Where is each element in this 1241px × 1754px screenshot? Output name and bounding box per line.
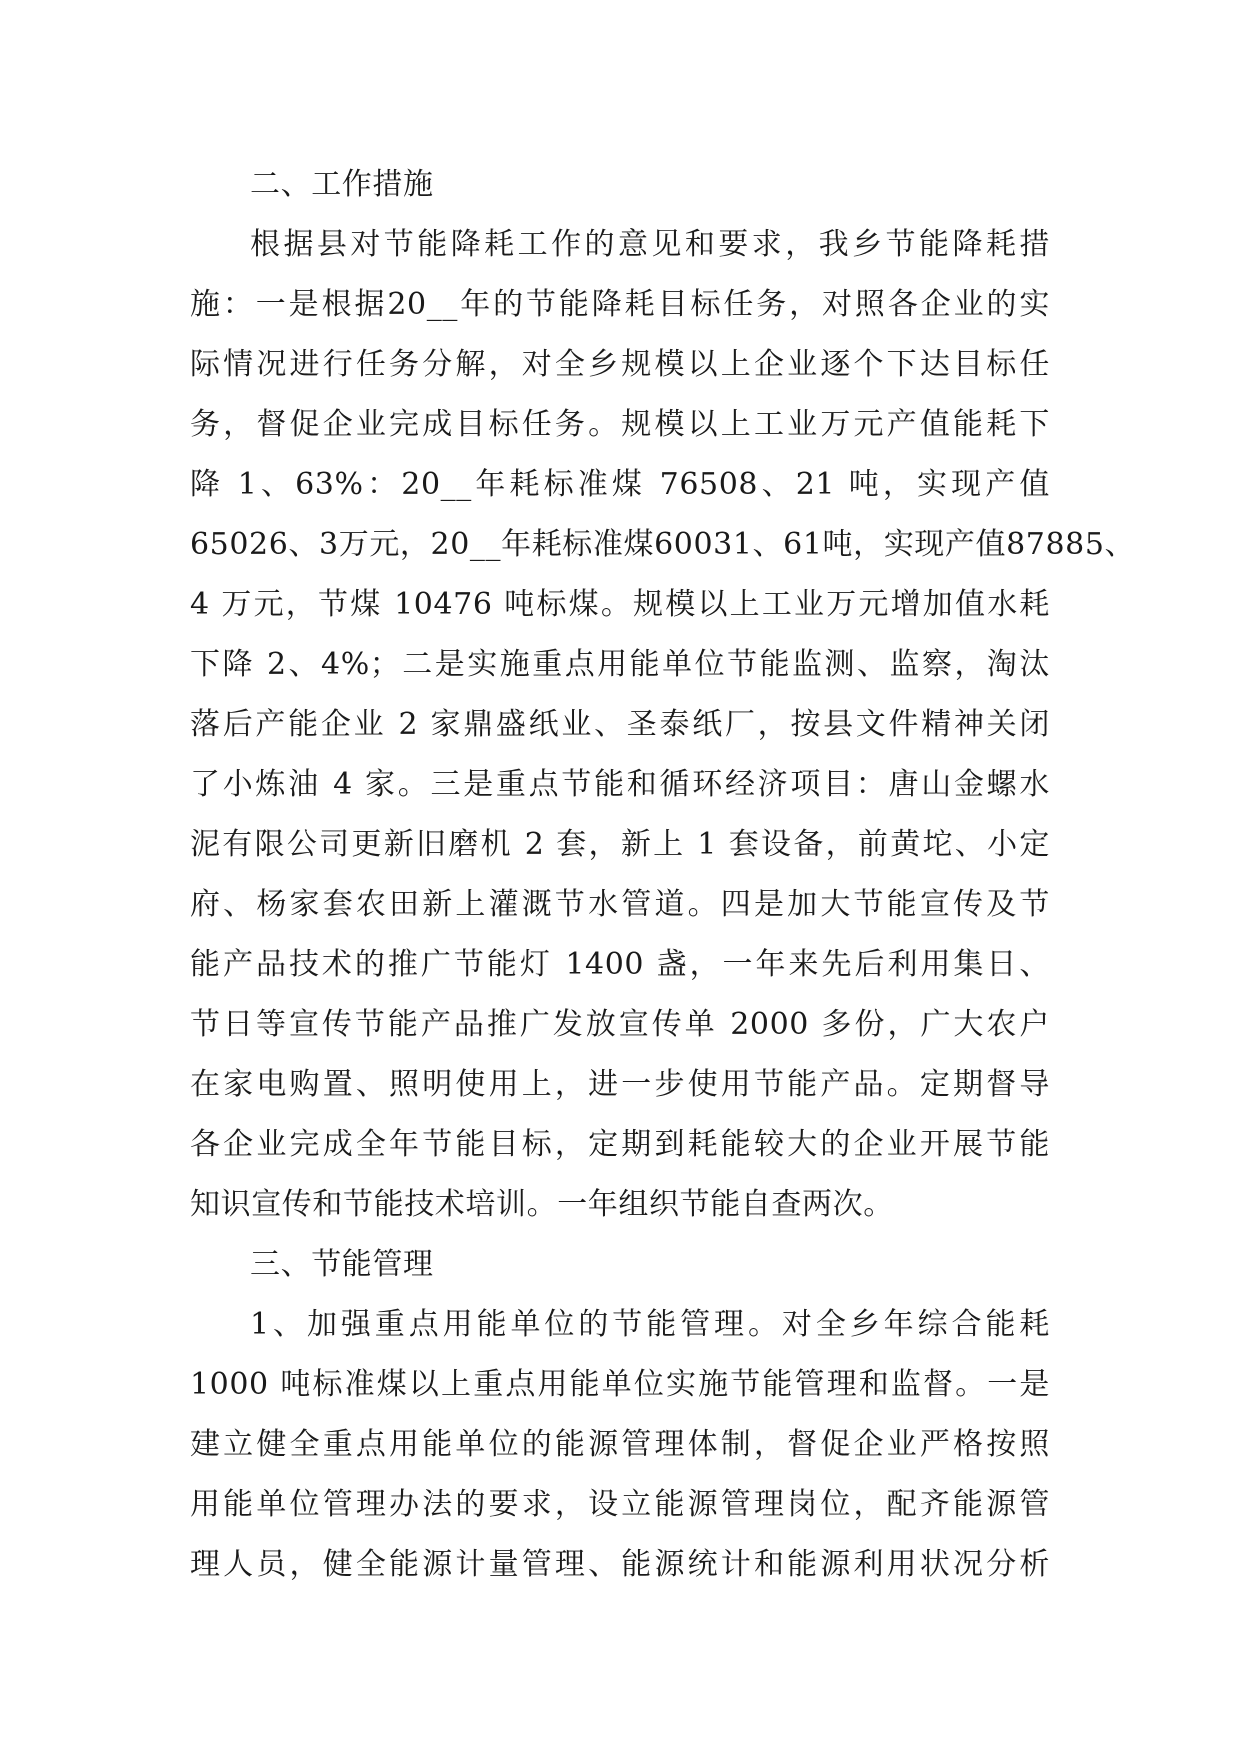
paragraph-line: 际情况进行任务分解，对全乡规模以上企业逐个下达目标任 <box>190 347 1050 382</box>
paragraph-line: 根据县对节能降耗工作的意见和要求，我乡节能降耗措 <box>250 227 1050 262</box>
section-heading-management: 三、节能管理 <box>250 1247 434 1282</box>
paragraph-line: 知识宣传和节能技术培训。一年组织节能自查两次。 <box>190 1187 894 1222</box>
paragraph-line: 了小炼油 4 家。三是重点节能和循环经济项目：唐山金螺水 <box>190 767 1050 802</box>
paragraph-line: 65026、3万元，20__年耗标准煤60031、61吨，实现产值87885、 <box>190 527 1136 562</box>
paragraph-line: 节日等宣传节能产品推广发放宣传单 2000 多份，广大农户 <box>190 1007 1050 1042</box>
paragraph-line: 用能单位管理办法的要求，设立能源管理岗位，配齐能源管 <box>190 1487 1050 1522</box>
paragraph-line: 各企业完成全年节能目标，定期到耗能较大的企业开展节能 <box>190 1127 1050 1162</box>
paragraph-line: 落后产能企业 2 家鼎盛纸业、圣泰纸厂，按县文件精神关闭 <box>190 707 1050 742</box>
section-heading-measures: 二、工作措施 <box>250 167 434 202</box>
paragraph-line: 施：一是根据20__年的节能降耗目标任务，对照各企业的实 <box>190 287 1050 322</box>
paragraph-line: 建立健全重点用能单位的能源管理体制，督促企业严格按照 <box>190 1427 1050 1462</box>
paragraph-line: 能产品技术的推广节能灯 1400 盏，一年来先后利用集日、 <box>190 947 1050 982</box>
paragraph-line: 在家电购置、照明使用上，进一步使用节能产品。定期督导 <box>190 1067 1050 1102</box>
paragraph-line: 理人员，健全能源计量管理、能源统计和能源利用状况分析 <box>190 1547 1050 1582</box>
paragraph-line: 1000 吨标准煤以上重点用能单位实施节能管理和监督。一是 <box>190 1367 1050 1402</box>
paragraph-line: 4 万元，节煤 10476 吨标煤。规模以上工业万元增加值水耗 <box>190 587 1050 622</box>
paragraph-line: 务，督促企业完成目标任务。规模以上工业万元产值能耗下 <box>190 407 1050 442</box>
paragraph-line: 降 1、63%：20__年耗标准煤 76508、21 吨，实现产值 <box>190 467 1050 502</box>
paragraph-line: 下降 2、4%；二是实施重点用能单位节能监测、监察，淘汰 <box>190 647 1050 682</box>
paragraph-line: 府、杨家套农田新上灌溉节水管道。四是加大节能宣传及节 <box>190 887 1050 922</box>
paragraph-line: 泥有限公司更新旧磨机 2 套，新上 1 套设备，前黄坨、小定 <box>190 827 1050 862</box>
document-page <box>190 155 1136 1595</box>
paragraph-line: 1、加强重点用能单位的节能管理。对全乡年综合能耗 <box>250 1307 1050 1342</box>
